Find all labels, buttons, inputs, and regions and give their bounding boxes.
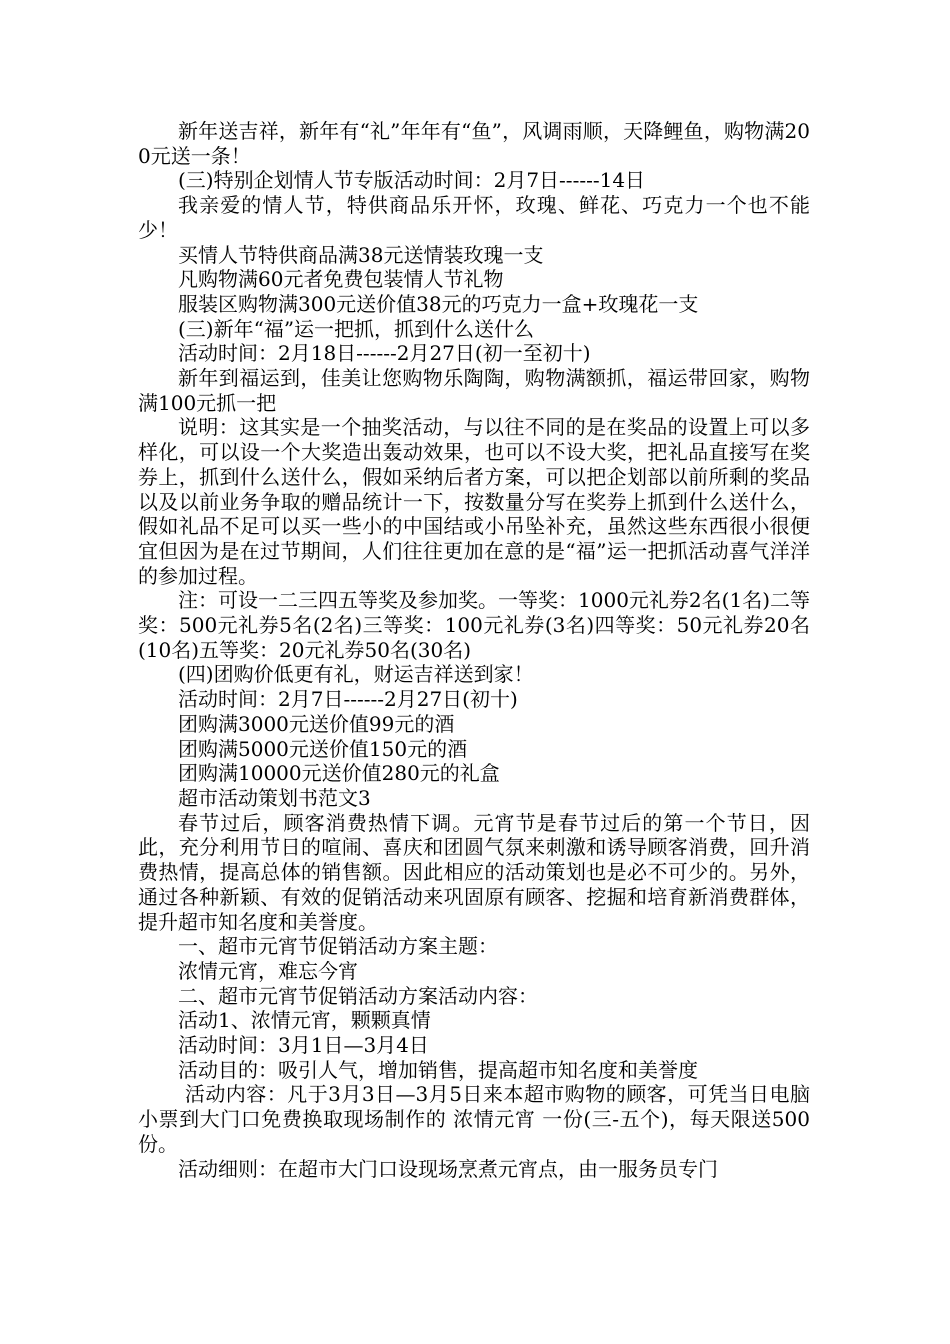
paragraph-theme-heading: 一、超市元宵节促销活动方案主题： [178,934,498,959]
paragraph-new-year-fish-gift: 新年送吉祥，新年有“礼”年年有“鱼”，风调雨顺，天降鲤鱼，购物满200元送一条！ [138,119,810,168]
paragraph-activity-1-time: 活动时间：3月1日—3月4日 [178,1033,429,1058]
paragraph-valentine-rose-offer: 买情人节特供商品满38元送情装玫瑰一支 [178,242,544,267]
paragraph-valentine-chocolate-offer: 服装区购物满300元送价值38元的巧克力一盒+玫瑰花一支 [178,291,699,316]
paragraph-fortune-activity-time: 活动时间：2月18日------2月27日(初一至初十) [178,341,591,366]
paragraph-activity-1-details: 活动细则：在超市大门口设现场烹煮元宵点，由一服务员专门 [178,1156,718,1181]
paragraph-group-buy-tier-5000: 团购满5000元送价值150元的酒 [178,736,468,761]
paragraph-valentine-intro: 我亲爱的情人节，特供商品乐开怀，玫瑰、鲜花、巧克力一个也不能少！ [138,193,810,242]
paragraph-group-buy-tier-3000: 团购满3000元送价值99元的酒 [178,711,455,736]
paragraph-content-heading: 二、超市元宵节促销活动方案活动内容： [178,983,538,1008]
paragraph-theme-text: 浓情元宵，难忘今宵 [178,958,358,983]
paragraph-prize-note: 注：可设一二三四五等奖及参加奖。一等奖：1000元礼券2名(1名)二等奖：500元礼券5名(2名)三等奖：100元礼券(3名)四等奖：50元礼券20名(10名)五等奖：20元礼券50名(30名) [138,588,810,662]
paragraph-fortune-explanation: 说明：这其实是一个抽奖活动，与以往不同的是在奖品的设置上可以多样化，可以设一个大奖造出轰动效果，也可以不设大奖，把礼品直接写在奖券上，抓到什么送什么，假如采纳后者方案，可以把企划部以前所剩的奖品以及以前业务争取的赠品统计一下，按数量分写在奖券上抓到什么送什么，假如礼品不足可以买一些小的中国结或小吊坠补充，虽然这些东西很小很便宜但因为是在过节期间，人们往往更加在意的是“福”运一把抓活动喜气洋洋的参加过程。 [138,415,810,588]
paragraph-group-buy-section-heading: (四)团购价低更有礼，财运吉祥送到家！ [178,662,534,687]
paragraph-group-buy-tier-10000: 团购满10000元送价值280元的礼盒 [178,761,500,786]
paragraph-lantern-festival-intro: 春节过后，顾客消费热情下调。元宵节是春节过后的第一个节日，因此，充分利用节日的喧闹、喜庆和团圆气氛来刺激和诱导顾客消费，回升消费热情，提高总体的销售额。因此相应的活动策划也是必不可少的。另外，通过各种新颖、有效的促销活动来巩固原有顾客、挖掘和培育新消费群体，提升超市知名度和美誉度。 [138,810,810,934]
paragraph-fortune-section-heading: (三)新年“福”运一把抓，抓到什么送什么 [178,316,535,341]
paragraph-valentine-wrapping-offer: 凡购物满60元者免费包装情人节礼物 [178,267,504,292]
paragraph-valentine-section-heading: (三)特别企划情人节专版活动时间：2月7日------14日 [178,168,646,193]
paragraph-fortune-intro: 新年到福运到，佳美让您购物乐陶陶，购物满额抓，福运带回家，购物满100元抓一把 [138,366,810,415]
paragraph-activity-1-purpose: 活动目的：吸引人气，增加销售，提高超市知名度和美誉度 [178,1057,698,1082]
document-body [138,119,810,1181]
paragraph-sample-3-title: 超市活动策划书范文3 [178,785,371,810]
paragraph-activity-1-content: 活动内容：凡于3月3日—3月5日来本超市购物的顾客，可凭当日电脑小票到大门口免费换取现场制作的 浓情元宵 一份(三-五个)，每天限送500份。 [138,1082,811,1156]
paragraph-activity-1-title: 活动1、浓情元宵，颗颗真情 [178,1008,431,1033]
paragraph-group-buy-activity-time: 活动时间：2月7日------2月27日(初十) [178,687,518,712]
